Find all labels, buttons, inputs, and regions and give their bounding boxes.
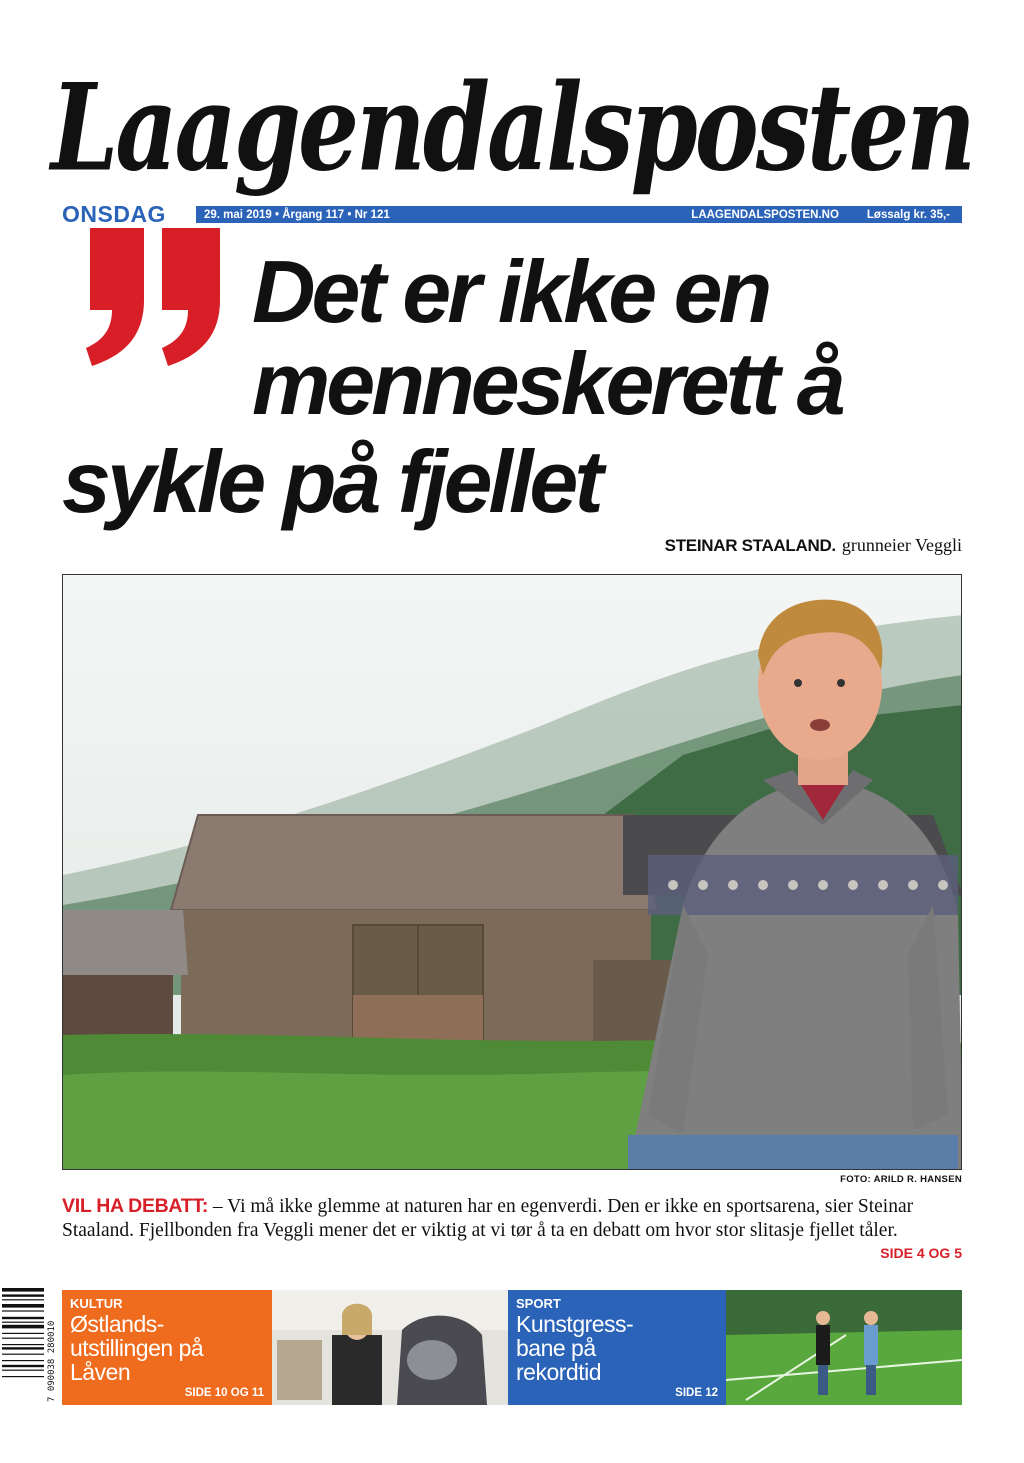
barcode-bar — [2, 1325, 44, 1329]
weekday-label: ONSDAG — [62, 201, 166, 227]
teaser-kultur-page: SIDE 10 OG 11 — [184, 1387, 264, 1399]
issue-info: 29. mai 2019 • Årgang 117 • Nr 121 — [204, 208, 390, 221]
barcode-bar — [2, 1376, 44, 1377]
headline-line-3: sykle på fjellet — [62, 432, 600, 531]
barcode — [0, 1286, 60, 1404]
lead-kicker: VIL HA DEBATT: — [62, 1195, 209, 1217]
teaser-kultur-label: KULTUR — [70, 1296, 123, 1311]
lead-text: – Vi må ikke glemme at naturen har en egenverdi. Den er ikke en sportsarena, sier Steinar Staaland. Fjellbonden fra Veggli mener det er viktig at vi tør å ta en debatt om hvor stor slitasje fjellet tåler. — [62, 1196, 914, 1241]
barcode-bar — [2, 1304, 44, 1308]
edition-info-bar — [196, 206, 962, 223]
teaser-kultur-title — [70, 1312, 203, 1384]
teaser-kultur-title-line: utstillingen på — [70, 1335, 204, 1361]
teaser-sport-page: SIDE 12 — [675, 1387, 718, 1399]
barcode-bar — [2, 1347, 44, 1349]
teaser-kultur[interactable] — [62, 1290, 272, 1405]
teaser-sport-photo[interactable] — [726, 1290, 962, 1405]
teaser-sport-label: SPORT — [516, 1296, 561, 1311]
website-link[interactable]: LAAGENDALSPOSTEN.NO — [691, 208, 839, 221]
byline — [665, 535, 962, 556]
barcode-bar — [2, 1294, 44, 1296]
barcode-bar — [2, 1360, 44, 1361]
barcode-bar — [2, 1322, 44, 1323]
lead-paragraph — [62, 1194, 962, 1243]
byline-role: grunneier Veggli — [841, 535, 962, 555]
teaser-kultur-photo[interactable] — [272, 1290, 508, 1405]
byline-name: STEINAR STAALAND. — [664, 536, 836, 555]
teaser-sport-title-line: rekordtid — [516, 1359, 601, 1385]
main-photo[interactable] — [62, 574, 962, 1170]
headline-line-1: Det er ikke en — [252, 242, 769, 341]
barcode-bar — [2, 1354, 44, 1355]
teaser-sport-title-line: Kunstgress- — [516, 1311, 634, 1337]
teaser-sport[interactable] — [508, 1290, 726, 1405]
barcode-bar — [2, 1317, 44, 1319]
teaser-kultur-title-line: Østlands- — [70, 1311, 164, 1337]
barcode-bar — [2, 1299, 44, 1300]
price-label: Løssalg kr. 35,- — [866, 208, 950, 221]
barcode-bar — [2, 1310, 44, 1311]
teaser-kultur-title-line: Låven — [70, 1359, 131, 1385]
barcode-bar — [2, 1333, 44, 1334]
lead-page-reference[interactable]: SIDE 4 OG 5 — [880, 1245, 962, 1261]
barcode-number: 7 090038 280010 — [47, 1320, 57, 1402]
teaser-sport-title-line: bane på — [516, 1335, 596, 1361]
barcode-bar — [2, 1338, 44, 1339]
farm-scene-illustration — [63, 575, 962, 1170]
teaser-sport-title — [516, 1312, 633, 1384]
masthead-title: Laagendalsposten — [50, 56, 974, 198]
barcode-bar — [2, 1344, 44, 1345]
turf-field-illustration — [726, 1290, 962, 1405]
exhibition-illustration — [272, 1290, 508, 1405]
quote-mark-icon — [82, 228, 232, 368]
barcode-bar — [2, 1370, 44, 1371]
photo-credit: FOTO: ARILD R. HANSEN — [840, 1174, 962, 1185]
headline-line-2: menneskerett å — [252, 334, 842, 433]
barcode-bar — [2, 1288, 44, 1292]
barcode-bar — [2, 1365, 44, 1367]
